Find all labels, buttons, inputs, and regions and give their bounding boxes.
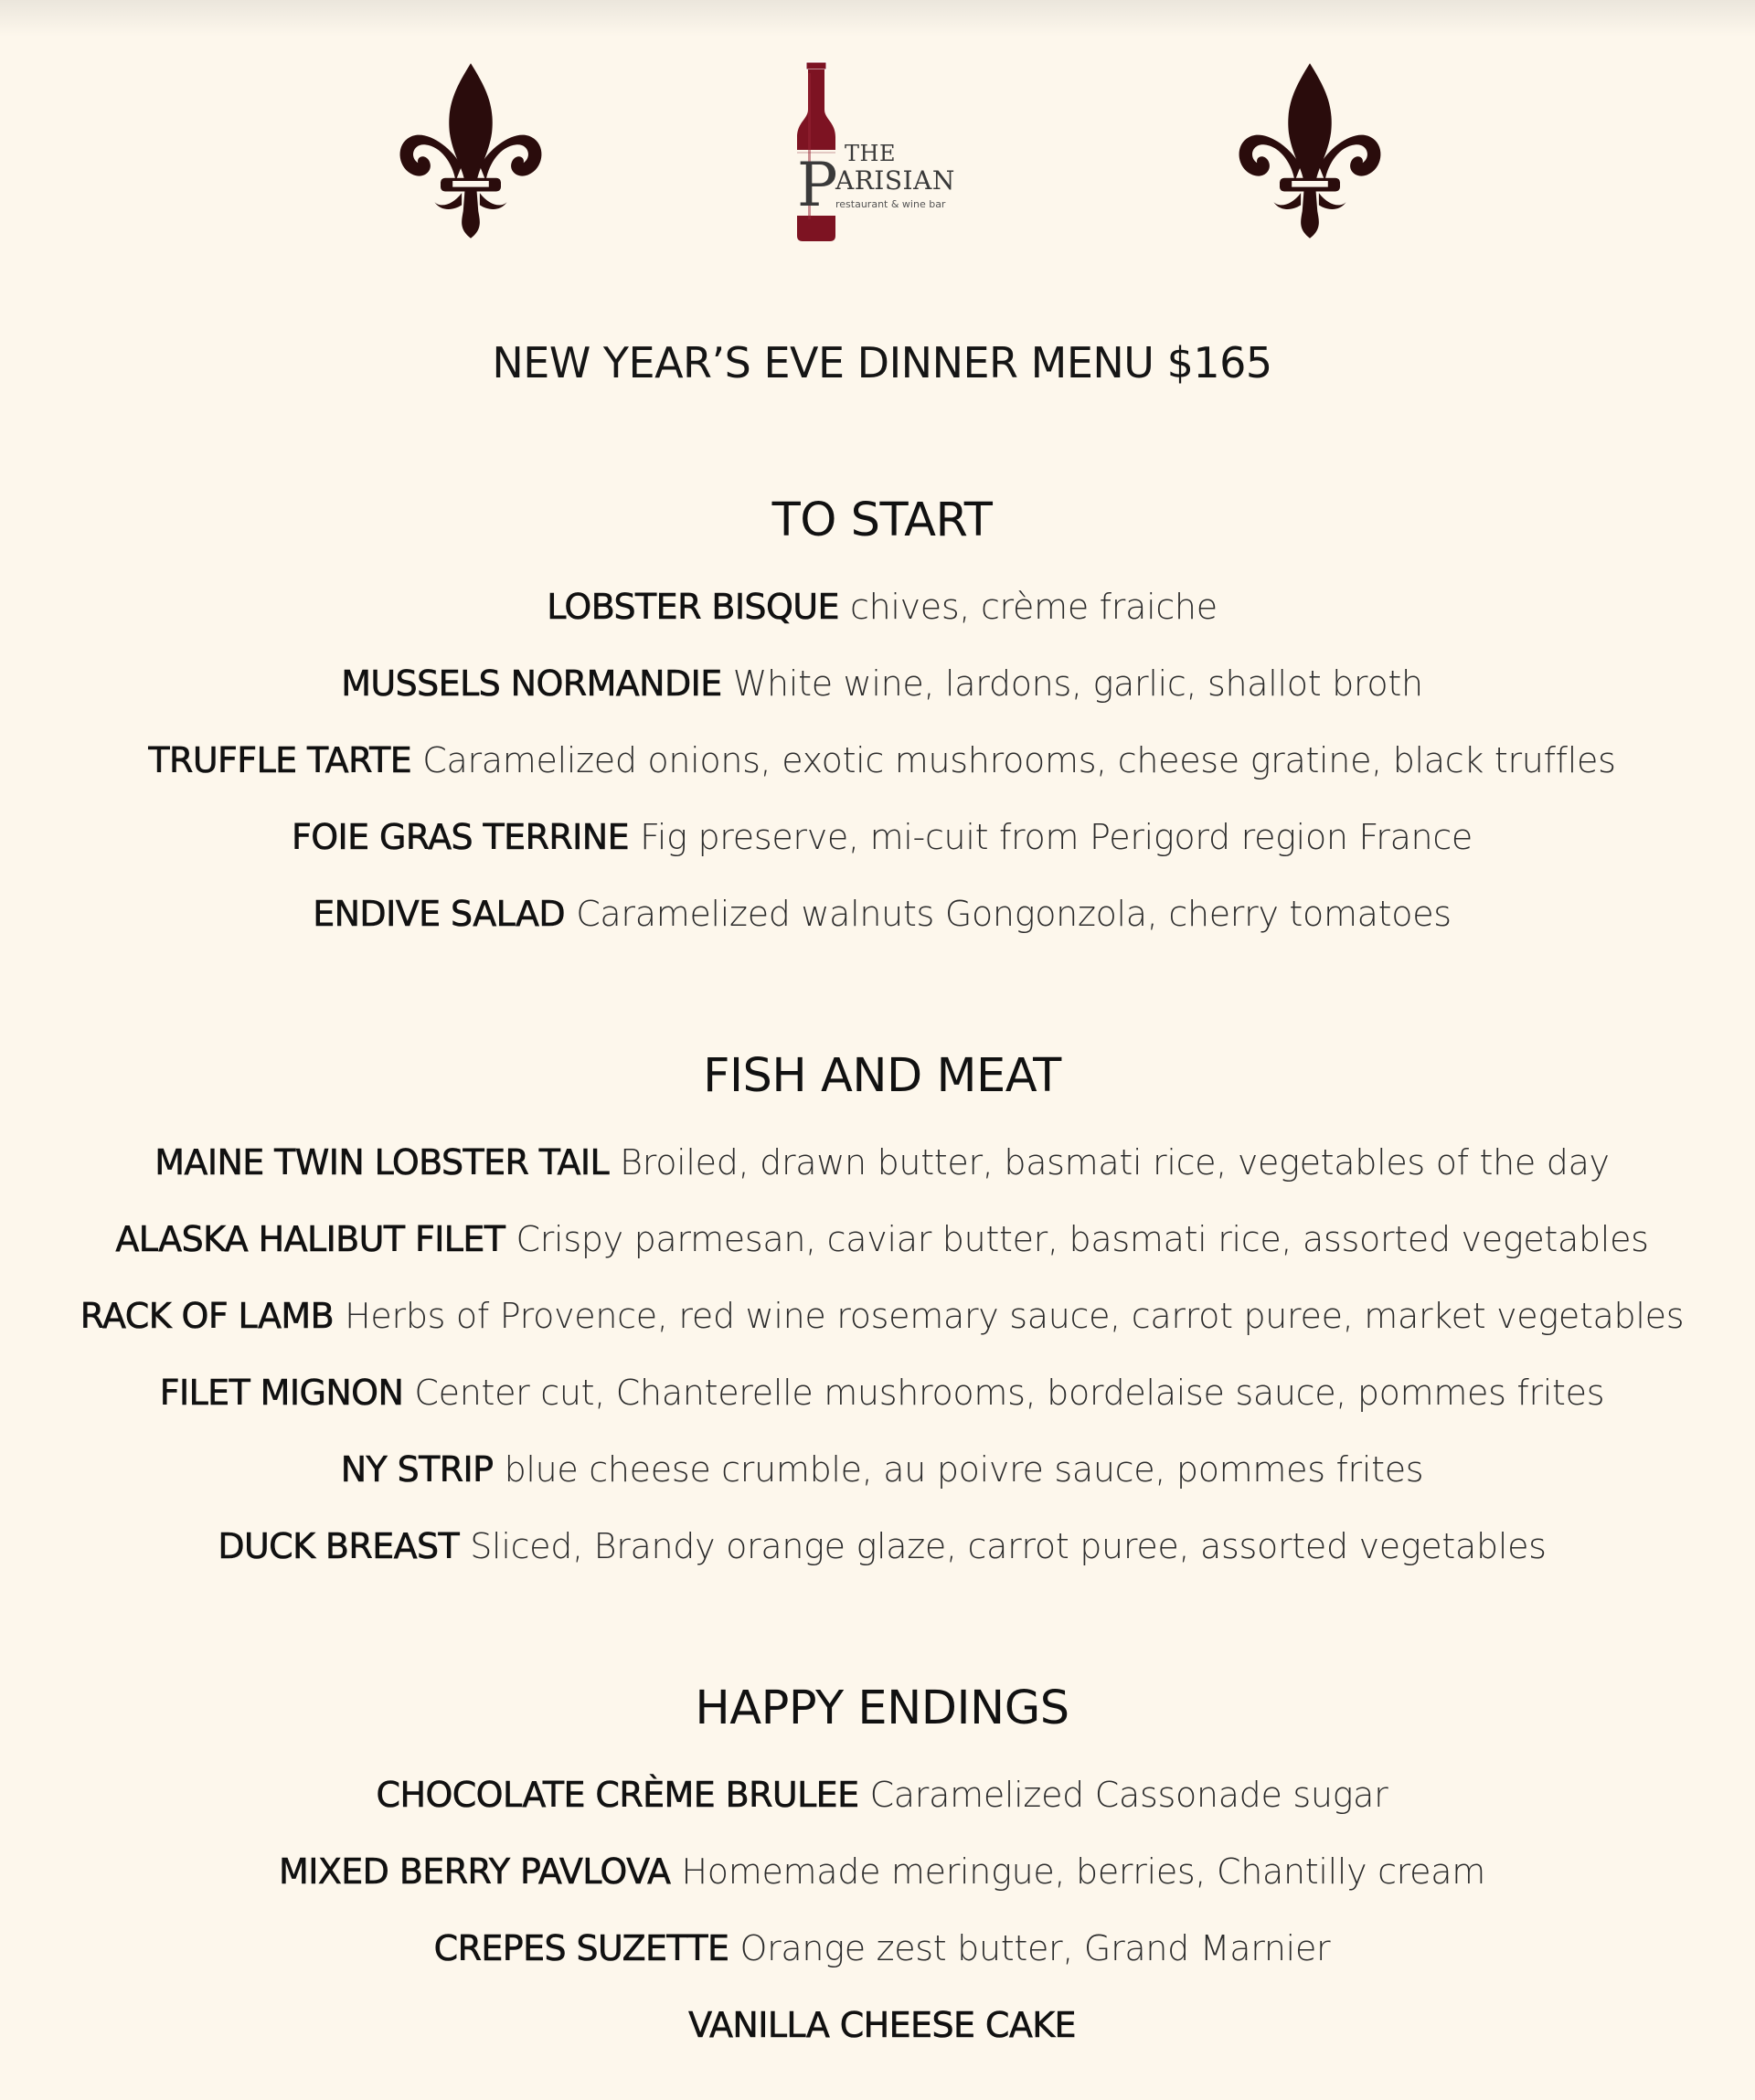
menu-item <box>0 645 1755 722</box>
menu-item <box>0 799 1755 875</box>
section-fish-and-meat <box>0 1047 1755 1585</box>
section-happy-endings <box>0 1680 1755 2063</box>
fleur-de-lis-icon <box>395 60 547 241</box>
menu-item <box>0 1833 1755 1910</box>
item-name: CHOCOLATE CRÈME BRULEE <box>376 1775 859 1815</box>
item-description: Fig preserve, mi-cuit from Perigord region France <box>640 817 1473 857</box>
item-name: LOBSTER BISQUE <box>547 587 839 627</box>
menu-item <box>0 1431 1755 1508</box>
item-description: Herbs of Provence, red wine rosemary sauce, carrot puree, market vegetables <box>345 1296 1685 1336</box>
menu-item <box>0 875 1755 952</box>
logo-initial: P <box>797 150 838 220</box>
menu-item <box>0 1987 1755 2063</box>
menu-item <box>0 1756 1755 1833</box>
menu-item <box>0 1124 1755 1201</box>
item-name: TRUFFLE TARTE <box>148 740 412 780</box>
item-description: Crispy parmesan, caviar butter, basmati rice, assorted vegetables <box>516 1219 1649 1259</box>
menu-item <box>0 568 1755 645</box>
section-title: TO START <box>771 493 993 547</box>
item-name: MIXED BERRY PAVLOVA <box>279 1851 671 1892</box>
item-description: Caramelized Cassonade sugar <box>869 1775 1388 1815</box>
logo-name: ARISIAN <box>835 165 955 196</box>
item-name: VANILLA CHEESE CAKE <box>688 2005 1076 2045</box>
item-description: Caramelized onions, exotic mushrooms, cheese gratine, black truffles <box>422 740 1616 780</box>
item-description: Sliced, Brandy orange glaze, carrot puree, assorted vegetables <box>470 1526 1547 1566</box>
section-to-start <box>0 492 1755 952</box>
logo-the: THE <box>845 141 896 166</box>
section-title: FISH AND MEAT <box>703 1049 1061 1103</box>
item-name: MUSSELS NORMANDIE <box>341 663 722 704</box>
item-name: MAINE TWIN LOBSTER TAIL <box>154 1142 610 1183</box>
item-description: Homemade meringue, berries, Chantilly cream <box>681 1851 1485 1892</box>
section-title: HAPPY ENDINGS <box>695 1681 1069 1735</box>
item-description: White wine, lardons, garlic, shallot broth <box>732 663 1423 704</box>
menu-item <box>0 1354 1755 1431</box>
item-name: RACK OF LAMB <box>80 1296 335 1336</box>
menu-item <box>0 1201 1755 1278</box>
menu-item <box>0 1278 1755 1354</box>
item-name: ENDIVE SALAD <box>313 894 566 934</box>
item-name: CREPES SUZETTE <box>433 1928 729 1968</box>
menu-item <box>0 1508 1755 1585</box>
top-shadow <box>0 0 1755 37</box>
item-name: DUCK BREAST <box>218 1526 460 1566</box>
menu-item <box>0 722 1755 799</box>
item-name: FILET MIGNON <box>159 1373 404 1413</box>
item-description: blue cheese crumble, au poivre sauce, pommes frites <box>504 1449 1424 1490</box>
item-description: Broiled, drawn butter, basmati rice, vegetables of the day <box>620 1142 1610 1183</box>
menu-item <box>0 1910 1755 1987</box>
item-name: NY STRIP <box>340 1449 494 1490</box>
item-description: Orange zest butter, Grand Marnier <box>739 1928 1331 1968</box>
restaurant-logo <box>792 60 984 243</box>
item-description: Center cut, Chanterelle mushrooms, bordelaise sauce, pommes frites <box>414 1373 1605 1413</box>
item-name: ALASKA HALIBUT FILET <box>115 1219 505 1259</box>
logo-subtitle: restaurant & wine bar <box>835 198 946 210</box>
fleur-de-lis-icon <box>1234 60 1386 241</box>
menu-title: NEW YEAR’S EVE DINNER MENU $165 <box>492 338 1272 387</box>
item-description: chives, crème fraiche <box>849 587 1218 627</box>
item-description: Caramelized walnuts Gongonzola, cherry tomatoes <box>576 894 1452 934</box>
logo-text <box>792 60 984 243</box>
item-name: FOIE GRAS TERRINE <box>291 817 630 857</box>
